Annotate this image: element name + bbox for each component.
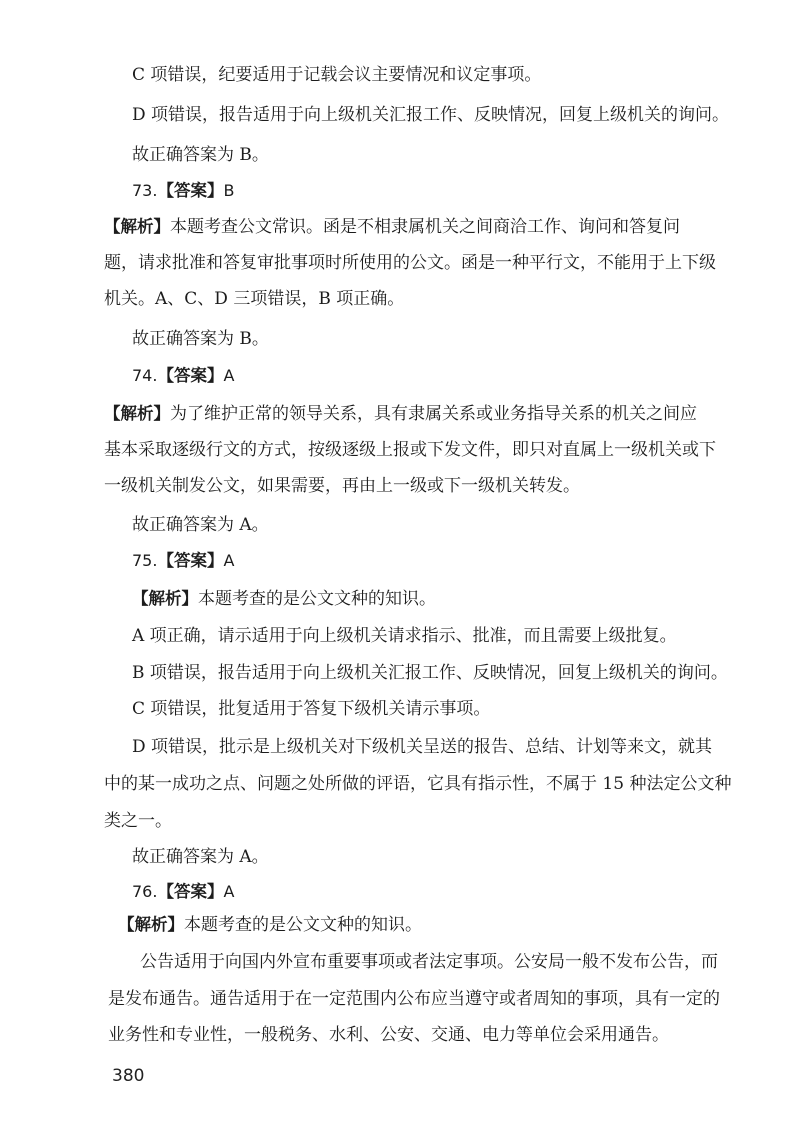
- q76-analysis-tag: 【解析】: [118, 915, 184, 934]
- q75-option-d: D 项错误，批示是上级机关对下级机关呈送的报告、总结、计划等来文，就其: [132, 737, 713, 757]
- q74-analysis-text: 为了维护正常的领导关系，具有隶属关系或业务指导关系的机关之间应: [170, 404, 697, 424]
- q76-answer-tag: 【答案】: [157, 882, 224, 901]
- q73-analysis-line: 题，请求批准和答复审批事项时所使用的公文。函是一种平行文，不能用于上下级: [104, 253, 716, 273]
- q75-conclusion: 故正确答案为 A。: [132, 847, 269, 867]
- q76-analysis-text: 本题考查的是公文文种的知识。: [184, 915, 422, 935]
- q76-analysis-line: [118, 914, 422, 936]
- q75-option-c: C 项错误，批复适用于答复下级机关请示事项。: [132, 699, 491, 719]
- q75-option-d-cont: 中的某一成功之点、问题之处所做的评语，它具有指示性，不属于 15 种法定公文种: [104, 774, 732, 794]
- q76-body-line: 业务性和专业性，一般税务、水利、公安、交通、电力等单位会采用通告。: [108, 1025, 669, 1045]
- q73-answer: B: [223, 181, 235, 200]
- q75-answer: A: [223, 551, 235, 570]
- q73-analysis-line: 机关。A、C、D 三项错误，B 项正确。: [104, 289, 405, 309]
- q73-answer-header: [132, 180, 234, 202]
- q74-answer-header: [132, 365, 234, 387]
- q73-analysis-line: [104, 216, 680, 238]
- q75-number: 75.: [132, 551, 158, 570]
- q75-option-d-cont: 类之一。: [104, 811, 172, 831]
- q73-number: 73.: [132, 181, 158, 200]
- q74-conclusion: 故正确答案为 A。: [132, 515, 269, 535]
- q75-analysis-tag: 【解析】: [132, 589, 198, 608]
- q75-analysis-line: [132, 588, 436, 610]
- q74-analysis-line: [104, 403, 697, 425]
- q72-conclusion: 故正确答案为 B。: [132, 145, 269, 165]
- q74-answer-tag: 【答案】: [157, 366, 224, 385]
- q74-analysis-line: 基本采取逐级行文的方式，按级逐级上报或下发文件，即只对直属上一级机关或下: [104, 440, 716, 460]
- q76-body-line: 公告适用于向国内外宣布重要事项或者法定事项。公安局一般不发布公告，而: [140, 952, 718, 972]
- q76-number: 76.: [132, 882, 158, 901]
- q75-option-a: A 项正确，请示适用于向上级机关请求指示、批准，而且需要上级批复。: [132, 626, 677, 646]
- q75-answer-header: [132, 550, 234, 572]
- q76-answer-header: [132, 881, 234, 903]
- page-number: 380: [112, 1066, 145, 1086]
- q76-body-line: 是发布通告。通告适用于在一定范围内公布应当遵守或者周知的事项，具有一定的: [108, 989, 720, 1009]
- q72-option-c: C 项错误，纪要适用于记载会议主要情况和议定事项。: [132, 65, 542, 85]
- q75-option-b: B 项错误，报告适用于向上级机关汇报工作、反映情况，回复上级机关的询问。: [132, 663, 728, 683]
- q73-answer-tag: 【答案】: [157, 181, 224, 200]
- q75-analysis-text: 本题考查的是公文文种的知识。: [198, 589, 436, 609]
- q72-option-d: D 项错误，报告适用于向上级机关汇报工作、反映情况，回复上级机关的询问。: [132, 105, 730, 125]
- q74-number: 74.: [132, 366, 158, 385]
- q73-analysis-text: 本题考查公文常识。函是不相隶属机关之间商洽工作、询问和答复问: [170, 217, 680, 237]
- q74-analysis-tag: 【解析】: [104, 404, 170, 423]
- q73-conclusion: 故正确答案为 B。: [132, 329, 269, 349]
- q76-answer: A: [223, 882, 235, 901]
- q74-answer: A: [223, 366, 235, 385]
- q74-analysis-line: 一级机关制发公文，如果需要，再由上一级或下一级机关转发。: [104, 476, 580, 496]
- q75-answer-tag: 【答案】: [157, 551, 224, 570]
- q73-analysis-tag: 【解析】: [104, 217, 170, 236]
